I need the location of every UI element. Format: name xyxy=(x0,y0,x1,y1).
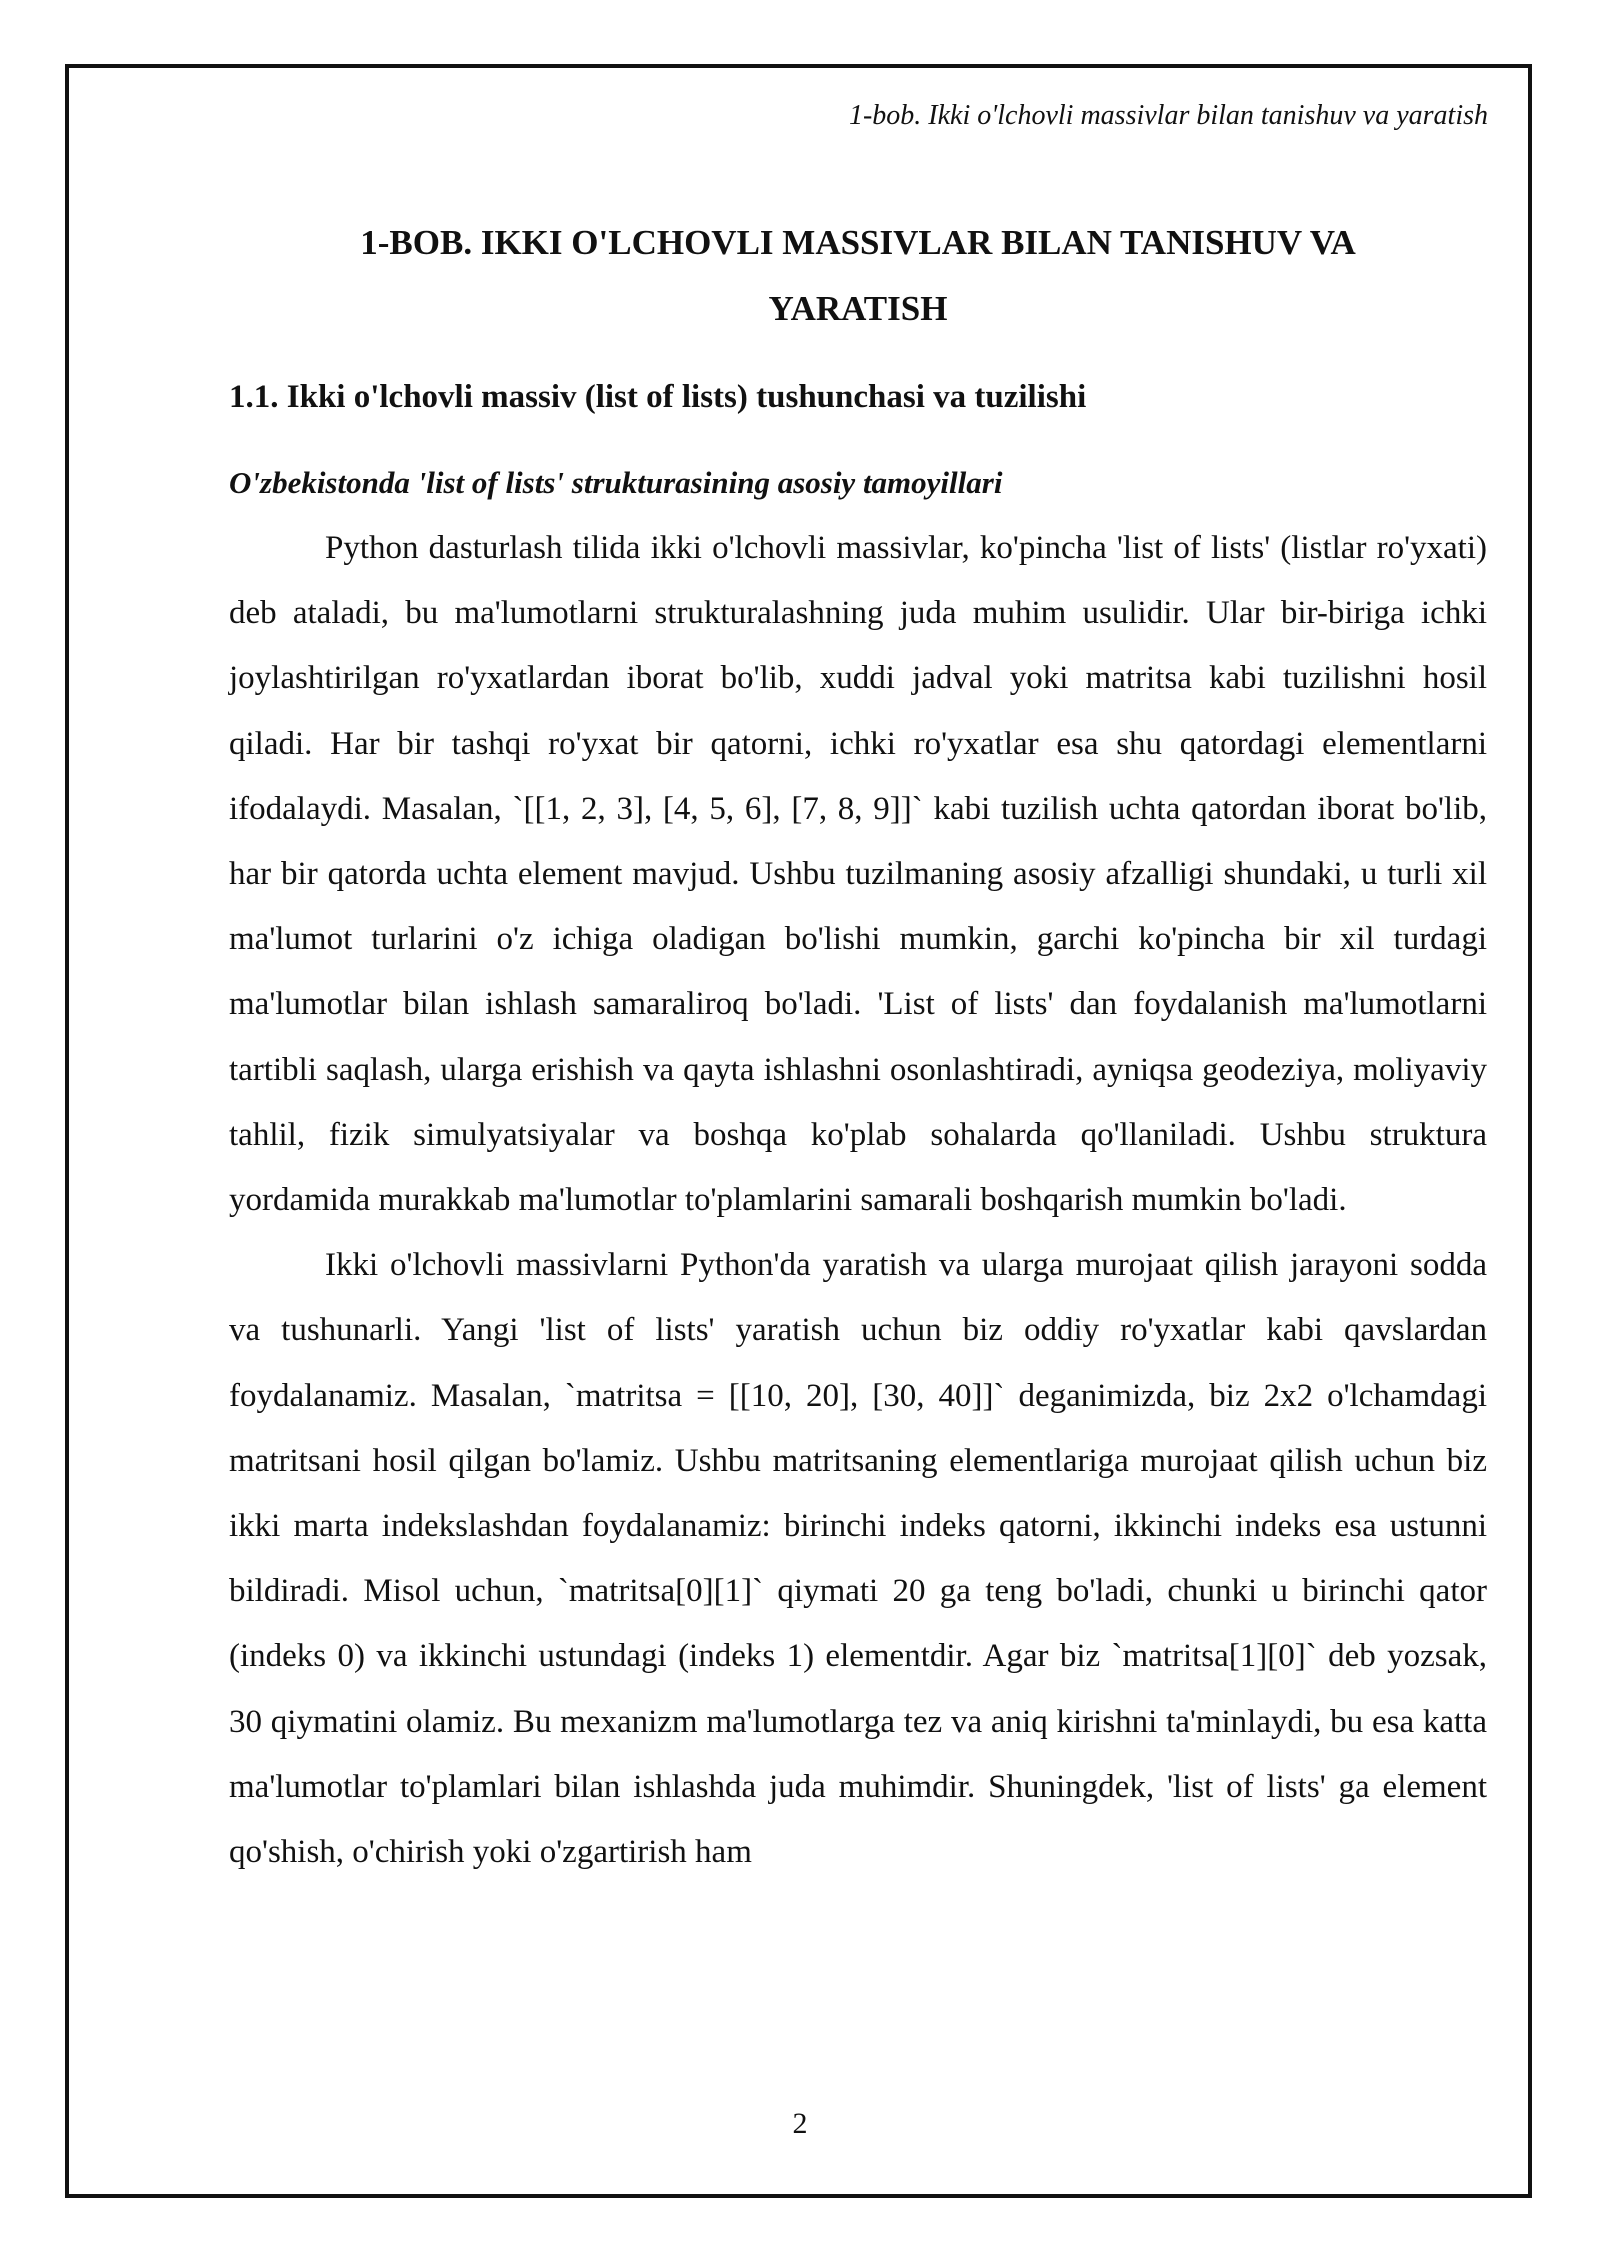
chapter-title xyxy=(229,210,1487,342)
chapter-title-line-2: YARATISH xyxy=(768,289,948,328)
page-content xyxy=(229,210,1487,1885)
page-number: 2 xyxy=(792,2107,808,2140)
subsection-heading: O'zbekistonda 'list of lists' strukturasining asosiy tamoyillari xyxy=(229,465,1003,500)
chapter-title-line-1: 1-BOB. IKKI O'LCHOVLI MASSIVLAR BILAN TANISHUV VA xyxy=(360,223,1356,262)
running-header: 1-bob. Ikki o'lchovli massivlar bilan tanishuv va yaratish xyxy=(848,100,1488,131)
body-paragraph: Ikki o'lchovli massivlarni Python'da yaratish va ularga murojaat qilish jarayoni sodda va tushunarli. Yangi 'list of lists' yaratish uchun biz oddiy ro'yxatlar kabi qavslardan foydalanamiz. Masalan, `matritsa = [[10, 20], [30, 40]]` deganimizda, biz 2x2 o'lchamdagi matritsani hosil qilgan bo'lamiz. Ushbu matritsaning elementlariga murojaat qilish uchun biz ikki marta indekslashdan foydalanamiz: birinchi indeks qatorni, ikkinchi indeks esa ustunni bildiradi. Misol uchun, `matritsa[0][1]` qiymati 20 ga teng bo'ladi, chunki u birinchi qator (indeks 0) va ikkinchi ustundagi (indeks 1) elementdir. Agar biz `matritsa[1][0]` deb yozsak, 30 qiymatini olamiz. Bu mexanizm ma'lumotlarga tez va aniq kirishni ta'minlaydi, bu esa katta ma'lumotlar to'plamlari bilan ishlashda juda muhimdir. Shuningdek, 'list of lists' ga element qo'shish, o'chirish yoki o'zgartirish ham xyxy=(229,1247,1487,1871)
section-heading: 1.1. Ikki o'lchovli massiv (list of lists) tushunchasi va tuzilishi xyxy=(229,379,1087,415)
body-paragraph: Python dasturlash tilida ikki o'lchovli massivlar, ko'pincha 'list of lists' (listlar ro'yxati) deb ataladi, bu ma'lumotlarni strukturalashning juda muhim usulidir. Ular bir-biriga ichki joylashtirilgan ro'yxatlardan iborat bo'lib, xuddi jadval yoki matritsa kabi tuzilishni hosil qiladi. Har bir tashqi ro'yxat bir qatorni, ichki ro'yxatlar esa shu qatordagi elementlarni ifodalaydi. Masalan, `[[1, 2, 3], [4, 5, 6], [7, 8, 9]]` kabi tuzilish uchta qatordan iborat bo'lib, har bir qatorda uchta element mavjud. Ushbu tuzilmaning asosiy afzalligi shundaki, u turli xil ma'lumot turlarini o'z ichiga oladigan bo'lishi mumkin, garchi ko'pincha bir xil turdagi ma'lumotlar bilan ishlash samaraliroq bo'ladi. 'List of lists' dan foydalanish ma'lumotlarni tartibli saqlash, ularga erishish va qayta ishlashni osonlashtiradi, ayniqsa geodeziya, moliyaviy tahlil, fizik simulyatsiyalar va boshqa ko'plab sohalarda qo'llaniladi. Ushbu struktura yordamida murakkab ma'lumotlar to'plamlarini samarali boshqarish mumkin bo'ladi. xyxy=(229,530,1487,1219)
